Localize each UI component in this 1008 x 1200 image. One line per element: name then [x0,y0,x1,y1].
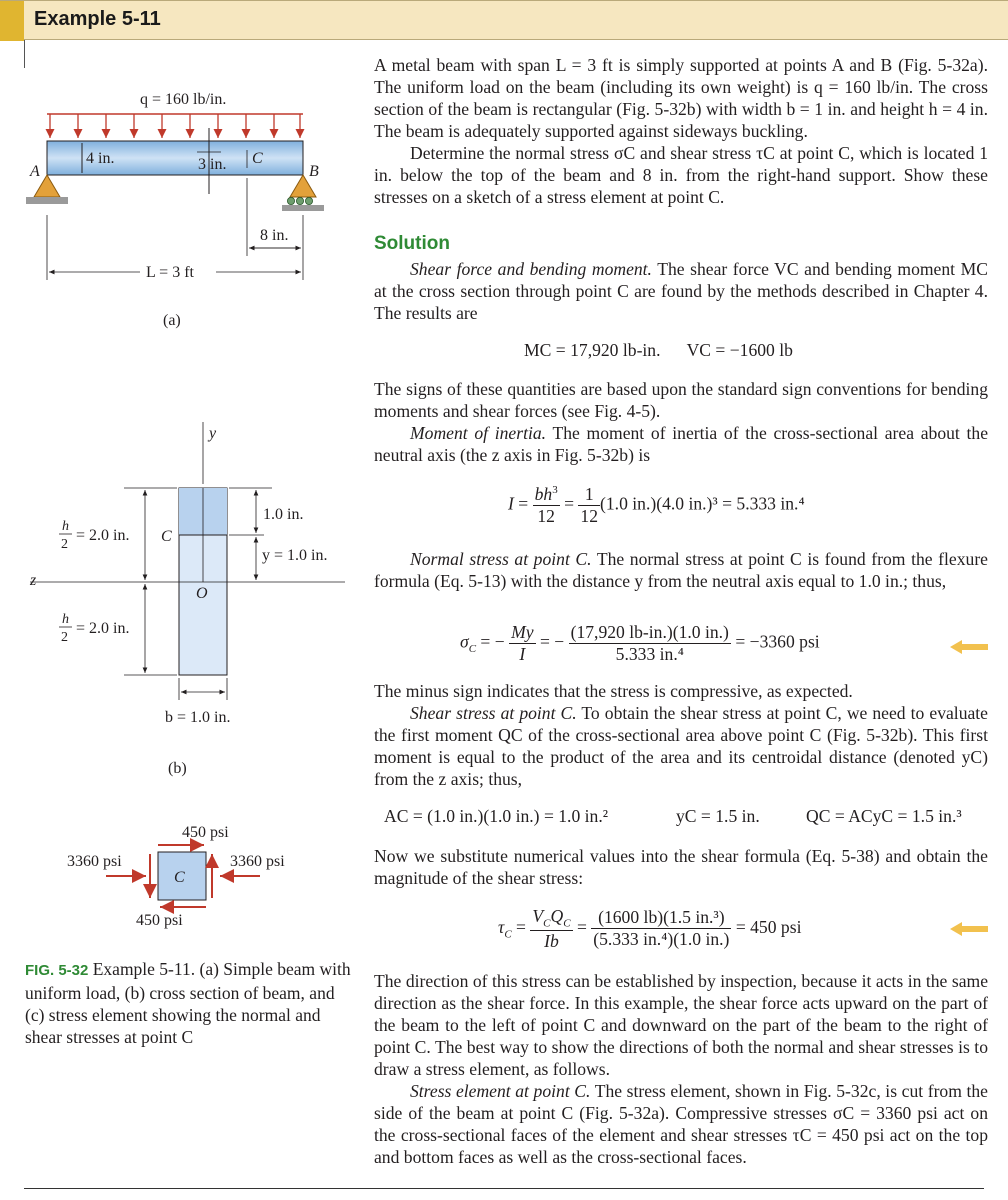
equation-qc: QC = ACyC = 1.5 in.³ [806,806,962,826]
dim-8in: 8 in. [260,227,289,244]
bottom-rule [24,1188,984,1189]
signs-paragraph [374,378,988,466]
inertia-tail: (1.0 in.)(4.0 in.)³ = 5.333 in.⁴ [600,493,805,514]
shear-moment-title: Shear force and bending moment. [410,259,652,279]
element-body: The stress element, shown in Fig. 5-32c, is cut from the side of the beam at point C (Fig. 5-32a). Compressive stresses σC = 3360 psi act on the cross-sectional faces of the element and shear stresses τC = 450 psi act on the top and bottom faces as well as the cross-sectional faces. [374,1081,988,1167]
equation-area: AC = (1.0 in.)(1.0 in.) = 1.0 in.² [384,806,609,826]
normal-stress-title: Normal stress at point C. [410,549,592,569]
figure-a-beam [26,91,324,329]
frac-2-bottom: 2 [61,630,68,645]
top-shear-label: 450 psi [182,824,229,841]
shear-stress-body: To obtain the shear stress at point C, we need to evaluate the first moment QC of the cross-sectional area above point C (Fig. 5-32b). This first moment is equal to the product of the area and its centroidal distance (denoted yC) from the z axis; thus, [374,703,988,789]
substitute-paragraph: Now we substitute numerical values into the shear formula (Eq. 5-38) and obtain the magnitude of the shear stress: [374,846,988,888]
dim-4in: 4 in. [86,150,115,167]
figure-b-cross-section [29,422,345,777]
signs-text: The signs of these quantities are based upon the standard sign conventions for bending moments and shear forces (see Fig. 4-5). [374,379,988,421]
load-label: q = 160 lb/in. [140,91,227,108]
label-b: B [309,163,319,180]
intro-paragraph-1: A metal beam with span L = 3 ft is simply supported at points A and B (Fig. 5-32a). The uniform load on the beam (including its own weight) is q = 160 lb/in. The cross section of the beam is rectangular (Fig. 5-32b) with width b = 1 in. and height h = 4 in. The beam is adequately supported against sideways buckling. [374,55,988,141]
point-c-b: C [161,528,172,545]
equation-results: MC = 17,920 lb-in. VC = −1600 lb [524,340,793,360]
inertia-title: Moment of inertia. [410,423,547,443]
origin-o: O [196,585,208,602]
equation-inertia: I = $\frac{bh^3}{12}$ = $\frac{1}{12}$ (1.0 in.)(4.0 in.)³ = 5.333 in.⁴ [508,484,805,526]
element-title: Stress element at point C. [410,1081,591,1101]
figure-number: FIG. 5-32 [25,962,89,979]
left-normal-label: 3360 psi [67,853,122,870]
tau-denominator: (5.333 in.⁴)(1.0 in.) [593,929,730,950]
z-axis-label: z [30,572,37,589]
stress-element-c: C [174,869,185,886]
figure-caption-text: Example 5-11. (a) Simple beam with uniform load, (b) cross section of beam, and (c) stress element showing the normal and shear stresses at point C [25,959,351,1047]
half-h-top: = 2.0 in. [76,527,130,544]
solution-heading: Solution [374,233,450,254]
point-c-label: C [252,150,263,167]
support-a-ground [26,197,68,204]
span-label: L = 3 ft [146,264,194,281]
frac-h-bottom: h [62,612,69,627]
direction-text: The direction of this stress can be established by inspection, because it acts in the same direction as the shear force. In this example, the shear force acts upward on the part of the beam to the left of point C and downward on the part of the beam to the right of point C. The best way to show the directions of both the normal and shear stresses is to draw a stress element, as follows. [374,971,988,1079]
result-arrow-sigma [950,640,988,654]
figure-c-stress-element [67,824,285,929]
sigma-result: = −3360 psi [735,631,820,652]
result-arrow-tau [950,922,988,936]
sigma-denominator: 5.333 in.⁴ [615,644,684,664]
equation-yc: yC = 1.5 in. [676,806,760,826]
shear-moment-body: The shear force VC and bending moment MC at the cross section through point C are found by the methods described in Chapter 4. The results are [374,259,988,323]
shear-stress-paragraph [374,680,988,790]
half-h-bottom: = 2.0 in. [76,620,130,637]
caption-a: (a) [163,312,181,329]
shear-stress-title: Shear stress at point C. [410,703,577,723]
right-normal-label: 3360 psi [230,853,285,870]
direction-paragraph [374,970,988,1168]
y-axis-label: y [209,425,217,442]
frac-2-top: 2 [61,537,68,552]
example-title: Example 5-11 [34,8,161,30]
bottom-shear-label: 450 psi [136,912,183,929]
header-tab [0,1,24,41]
problem-statement [374,54,988,208]
shear-moment-paragraph [374,258,988,324]
normal-stress-paragraph [374,548,988,592]
dim-3in: 3 in. [198,156,227,173]
caption-b: (b) [168,760,187,777]
minus-sign-text: The minus sign indicates that the stress is compressive, as expected. [374,681,853,701]
figure-5-32 [0,40,360,960]
example-header [0,0,1008,40]
load-arrows [50,114,300,138]
figure-caption [25,958,355,1048]
tau-numerator: (1600 lb)(1.5 in.³) [591,907,731,929]
equation-tau: $\tau_C$ = $\frac{V_CQ_C}{Ib}$ = $\frac{\text{(1600 lb)(1.5 in.³)}}{\text{(5.333 in.⁴)(1.0 in.)}}$ = 450 psi [498,906,802,951]
tau-result: = 450 psi [735,916,802,937]
equation-sigma: $\sigma_C$ = − $\frac{My}{I}$ = − $\frac{(17,920 lb-in.)(1.0 in.)}{\text{5.333 in.⁴}}$ = −3360 psi [460,622,820,664]
sigma-numerator: (17,920 lb-in.)(1.0 in.) [570,622,729,642]
frac-h-top: h [62,519,69,534]
normal-stress-body: The normal stress at point C is found from the flexure formula (Eq. 5-13) with the distance y from the neutral axis equal to 1.0 in.; thus, [374,549,988,591]
intro-paragraph-2: Determine the normal stress σC and shear stress τC at point C, which is located 1 in. below the top of the beam and 8 in. from the right-hand support. Show these stresses on a sketch of a stress element at point C. [374,143,988,207]
support-b-ground [282,205,324,211]
width-label: b = 1.0 in. [165,709,231,726]
inertia-body: The moment of inertia of the cross-sectional area about the neutral axis (the z axis in Fig. 5-32b) is [374,423,989,465]
dim-1in: 1.0 in. [263,506,304,523]
label-a: A [30,163,40,180]
dim-y: y = 1.0 in. [262,547,328,564]
